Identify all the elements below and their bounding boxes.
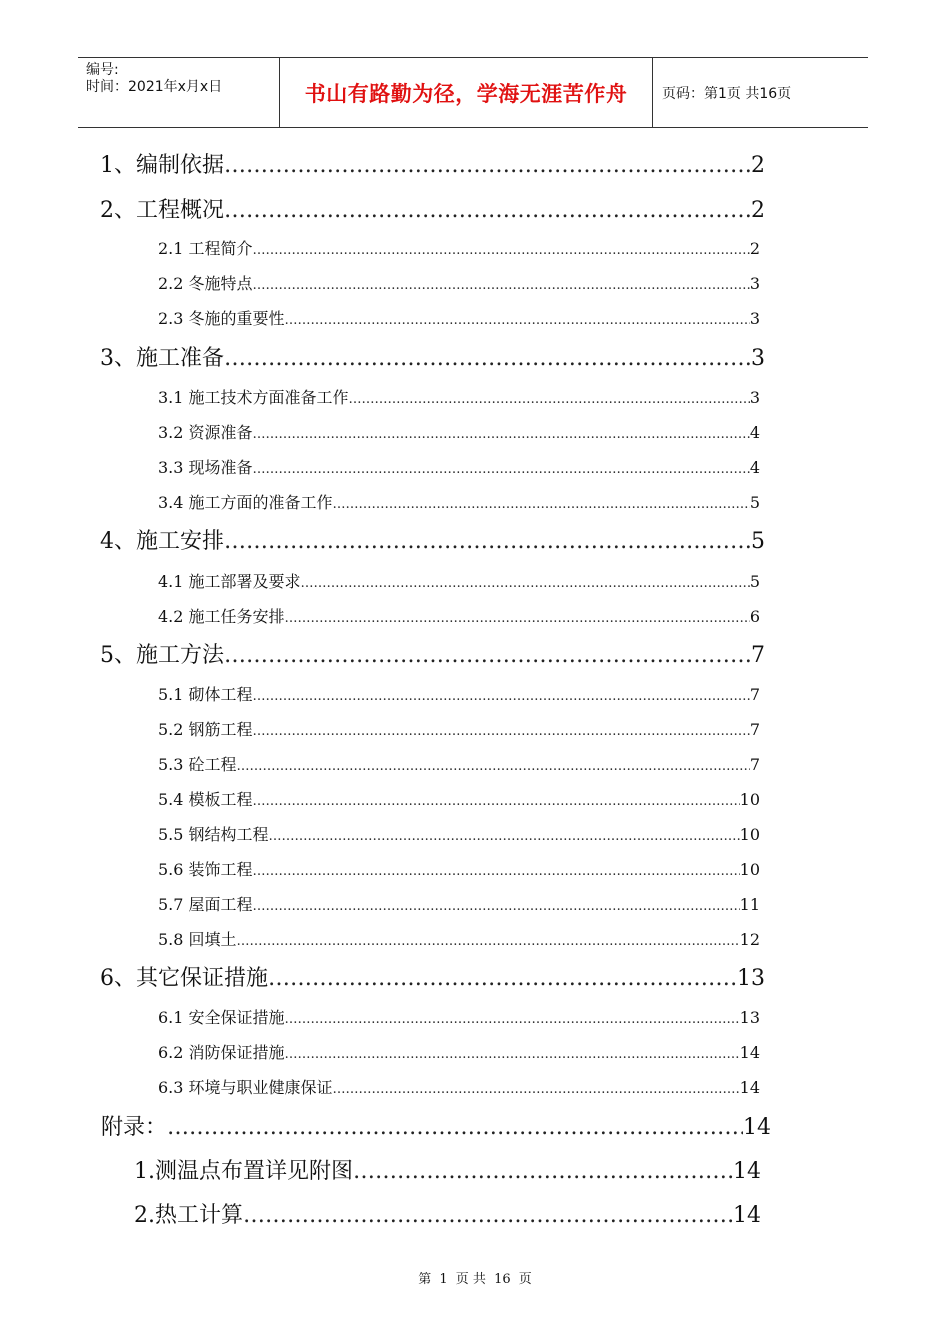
toc-label: 热工计算 (155, 1203, 244, 1228)
toc-subentry[interactable] (158, 682, 760, 705)
footer-suffix: 页 (518, 1272, 532, 1287)
toc-leader (253, 724, 750, 739)
toc-page: 2 (749, 239, 760, 258)
toc-page: 4 (749, 458, 760, 477)
toc-label: 其它保证措施 (136, 966, 269, 991)
toc-page: 2 (751, 198, 765, 223)
toc-label: 施工安排 (136, 529, 225, 554)
toc-leader (224, 198, 751, 223)
toc-subentry[interactable] (158, 306, 760, 329)
toc-subentry[interactable] (158, 420, 760, 443)
toc-page: 11 (739, 895, 760, 914)
toc-page: 13 (739, 1008, 760, 1027)
toc-label: 附录： (101, 1115, 168, 1140)
toc-page: 14 (739, 1078, 760, 1097)
toc-page: 14 (743, 1115, 771, 1140)
toc-leader (253, 427, 750, 442)
toc-page: 4 (749, 423, 760, 442)
toc-subentry[interactable] (158, 927, 760, 950)
footer-current-page: 1 (439, 1272, 448, 1287)
toc-page: 14 (733, 1203, 761, 1228)
toc-leader (349, 392, 750, 407)
toc-leader (243, 1203, 733, 1228)
toc-page: 3 (749, 274, 760, 293)
toc-leader (237, 934, 740, 949)
toc-subentry[interactable] (158, 385, 760, 408)
toc-page: 12 (739, 930, 760, 949)
time-label: 时间：2021年x月x日 (86, 79, 223, 95)
toc-subentry[interactable] (158, 892, 760, 915)
toc-leader (224, 153, 751, 178)
toc-leader (285, 1012, 740, 1027)
toc-leader (253, 899, 740, 914)
toc-leader (167, 1115, 743, 1140)
toc-leader (333, 1082, 740, 1097)
toc-subentry[interactable] (158, 787, 760, 810)
toc-page: 14 (733, 1159, 761, 1184)
toc-label: 3.4 施工方面的准备工作 (158, 493, 333, 512)
toc-label: 6.1 安全保证措施 (158, 1008, 285, 1027)
toc-label: 5.5 钢结构工程 (158, 825, 269, 844)
toc-number: 1、 (100, 153, 136, 178)
toc-leader (268, 966, 737, 991)
toc-label: 6.2 消防保证措施 (158, 1043, 285, 1062)
toc-number: 2. (134, 1203, 155, 1228)
toc-subentry[interactable] (158, 1075, 760, 1098)
toc-subentry[interactable] (158, 752, 760, 775)
toc-subentry[interactable] (158, 857, 760, 880)
toc-entry[interactable] (100, 148, 765, 179)
toc-leader (253, 794, 740, 809)
toc-label: 3.2 资源准备 (158, 423, 253, 442)
toc-page: 10 (739, 825, 760, 844)
toc-subentry[interactable] (158, 717, 760, 740)
toc-label: 4.2 施工任务安排 (158, 607, 285, 626)
toc-label: 3.1 施工技术方面准备工作 (158, 388, 349, 407)
toc-label: 5.3 砼工程 (158, 755, 237, 774)
toc-leader (333, 497, 750, 512)
header-meta (86, 62, 281, 96)
toc-page: 5 (751, 529, 765, 554)
toc-label: 施工准备 (136, 346, 225, 371)
toc-appendix-item[interactable] (134, 1198, 761, 1229)
toc-subentry[interactable] (158, 569, 760, 592)
toc-label: 2.1 工程简介 (158, 239, 253, 258)
toc-number: 6、 (100, 966, 136, 991)
toc-label: 5.1 砌体工程 (158, 685, 253, 704)
toc-page: 7 (751, 643, 765, 668)
toc-entry[interactable] (100, 193, 765, 224)
toc-entry[interactable] (100, 961, 765, 992)
toc-page: 3 (749, 309, 760, 328)
toc-leader (285, 313, 750, 328)
toc-leader (285, 1047, 740, 1062)
toc-subentry[interactable] (158, 271, 760, 294)
toc-subentry[interactable] (158, 604, 760, 627)
toc-entry[interactable] (100, 524, 765, 555)
toc-page: 13 (737, 966, 765, 991)
toc-leader (253, 243, 750, 258)
toc-page: 7 (749, 720, 760, 739)
toc-number: 2、 (100, 198, 136, 223)
toc-label: 5.8 回填土 (158, 930, 237, 949)
header-motto: 书山有路勤为径，学海无涯苦作舟 (279, 58, 653, 127)
toc-entry[interactable] (100, 341, 765, 372)
toc-number: 4、 (100, 529, 136, 554)
page-footer (0, 1268, 950, 1287)
toc-page: 7 (749, 755, 760, 774)
toc-subentry[interactable] (158, 1040, 760, 1063)
toc-label: 5.7 屋面工程 (158, 895, 253, 914)
toc-page: 2 (751, 153, 765, 178)
toc-subentry[interactable] (158, 455, 760, 478)
toc-leader (353, 1159, 733, 1184)
toc-page: 10 (739, 790, 760, 809)
toc-page: 14 (739, 1043, 760, 1062)
toc-label: 测温点布置详见附图 (155, 1159, 354, 1184)
toc-appendix[interactable] (101, 1110, 771, 1141)
footer-prefix: 第 (418, 1272, 432, 1287)
toc-leader (301, 576, 750, 591)
toc-page: 3 (749, 388, 760, 407)
toc-leader (285, 611, 750, 626)
toc-entry[interactable] (100, 638, 765, 669)
toc-label: 5.4 模板工程 (158, 790, 253, 809)
toc-leader (224, 346, 751, 371)
toc-label: 5.6 装饰工程 (158, 860, 253, 879)
toc-page: 3 (751, 346, 765, 371)
toc-page: 7 (749, 685, 760, 704)
toc-number: 1. (134, 1159, 155, 1184)
toc-subentry[interactable] (158, 822, 760, 845)
toc-number: 5、 (100, 643, 136, 668)
toc-label: 施工方法 (136, 643, 225, 668)
page-header (78, 57, 868, 128)
footer-total-pages: 16 (494, 1272, 511, 1287)
toc-page: 5 (749, 572, 760, 591)
toc-label: 2.2 冬施特点 (158, 274, 253, 293)
toc-label: 3.3 现场准备 (158, 458, 253, 477)
toc-leader (237, 759, 750, 774)
toc-subentry[interactable] (158, 236, 760, 259)
number-label: 编号: (86, 62, 119, 78)
toc-leader (224, 529, 751, 554)
toc-label: 6.3 环境与职业健康保证 (158, 1078, 333, 1097)
toc-label: 编制依据 (136, 153, 225, 178)
toc-label: 4.1 施工部署及要求 (158, 572, 301, 591)
toc-page: 5 (749, 493, 760, 512)
toc-label: 工程概况 (136, 198, 225, 223)
toc-label: 2.3 冬施的重要性 (158, 309, 285, 328)
footer-middle: 页 共 (455, 1272, 486, 1287)
toc-subentry[interactable] (158, 1005, 760, 1028)
toc-leader (253, 689, 750, 704)
toc-page: 10 (739, 860, 760, 879)
toc-number: 3、 (100, 346, 136, 371)
toc-leader (253, 462, 750, 477)
toc-leader (269, 829, 740, 844)
toc-subentry[interactable] (158, 490, 760, 513)
toc-leader (253, 864, 740, 879)
toc-leader (224, 643, 751, 668)
toc-page: 6 (749, 607, 760, 626)
toc-leader (253, 278, 750, 293)
header-page-info: 页码：第1页 共16页 (662, 85, 792, 102)
toc-appendix-item[interactable] (134, 1154, 761, 1185)
toc-label: 5.2 钢筋工程 (158, 720, 253, 739)
